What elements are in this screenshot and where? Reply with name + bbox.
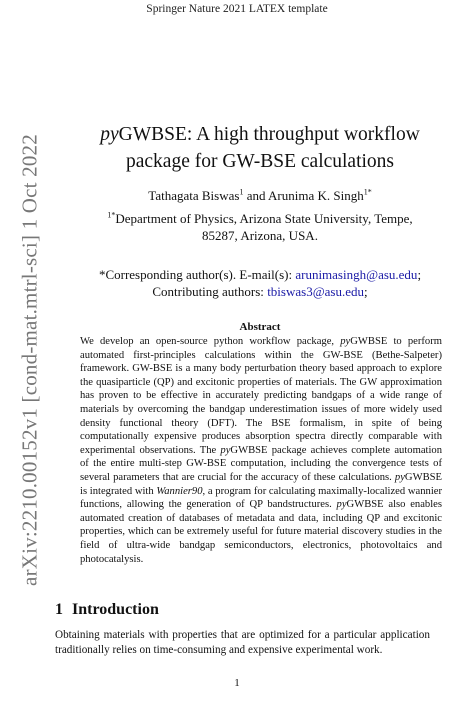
- title-py-prefix: py: [100, 124, 119, 145]
- abstract-wannier-italic: Wannier90: [156, 485, 203, 497]
- abstract-py-italic: py: [394, 471, 405, 483]
- author-list: [60, 188, 460, 204]
- author-affiliation-mark: 1: [239, 187, 244, 197]
- affiliation-mark: 1*: [107, 210, 116, 220]
- abstract-text: GWBSE also enables automated creation of databases of metadata and data, including QP and excitonic properties, which can be extremely useful for future material discovery studies in the field of ultra-wide bandgap semiconductors, electronics, photovoltaics and photocatalysis.: [80, 499, 442, 565]
- page-number: 1: [234, 677, 240, 689]
- title-line2: package for GW-BSE calculations: [125, 151, 395, 172]
- abstract-py-italic: py: [340, 336, 351, 347]
- affiliation-line1: Department of Physics, Arizona State University, Tempe,: [115, 211, 413, 226]
- author-conjunction: and: [243, 188, 268, 203]
- section-heading: [55, 601, 159, 619]
- arxiv-identifier: arXiv:2210.00152v1 [cond-mat.mtrl-sci] 1 Oct 2022: [17, 134, 42, 586]
- abstract-py-italic: py: [220, 444, 231, 456]
- corresponding-email-link[interactable]: arunimasingh@asu.edu: [295, 267, 418, 282]
- contributing-end: ;: [364, 284, 368, 299]
- introduction-paragraph: Obtaining materials with properties that are optimized for a particular application traditionally relies on time-consuming and expensive experimental work.: [55, 629, 430, 656]
- abstract-text: , a program for calculating maximally-localized wannier functions, allowing the generation of QP bandstructures.: [80, 485, 443, 511]
- author-name: Tathagata Biswas: [148, 188, 240, 203]
- correspondence-block: [60, 266, 460, 300]
- abstract-body: [80, 335, 442, 566]
- abstract-py-italic: py: [336, 499, 347, 511]
- contributing-email-link[interactable]: tbiswas3@asu.edu: [267, 284, 365, 299]
- corresponding-label: *Corresponding author(s). E-mail(s):: [98, 267, 296, 282]
- abstract-text: GWBSE to perform automated first-principles calculations within the GW-BSE (Bethe-Salpeter) framework. GW-BSE is a many body perturbation theory based approach to explore the quasiparticle (QP) and excitonic properties of materials. The GW approximation has proven to be effective in accurately predicting bandgaps of a wide range of materials by overcoming the bandgap underestimation issues of more widely used density functional theory (DFT). The BSE formalism, in spite of being computationally expensive produces absorption spectra directly comparable with experimental observations. The: [80, 336, 442, 456]
- section-title: Introduction: [72, 601, 159, 618]
- contributing-label: Contributing authors:: [152, 284, 268, 299]
- author-name: Arunima K. Singh: [268, 188, 364, 203]
- title-line1: GWBSE: A high throughput workflow: [118, 124, 420, 145]
- running-header: Springer Nature 2021 LATEX template: [146, 3, 328, 15]
- author-affiliation-mark: 1*: [363, 187, 372, 197]
- abstract-text: GWBSE package achieves complete automation of the entire multi-step GW-BSE computation, including the convergence tests of several parameters that are crucial for the accuracy of these calculations.: [80, 444, 443, 483]
- corresponding-end: ;: [417, 267, 422, 282]
- abstract-text: We develop an open-source python workflow package,: [80, 336, 341, 347]
- abstract-text: GWBSE is integrated with: [80, 471, 442, 497]
- abstract-heading: Abstract: [239, 321, 281, 333]
- affiliation: [60, 210, 460, 244]
- paper-title: [60, 121, 460, 175]
- section-number: 1: [55, 601, 63, 618]
- affiliation-line2: 85287, Arizona, USA.: [202, 228, 318, 243]
